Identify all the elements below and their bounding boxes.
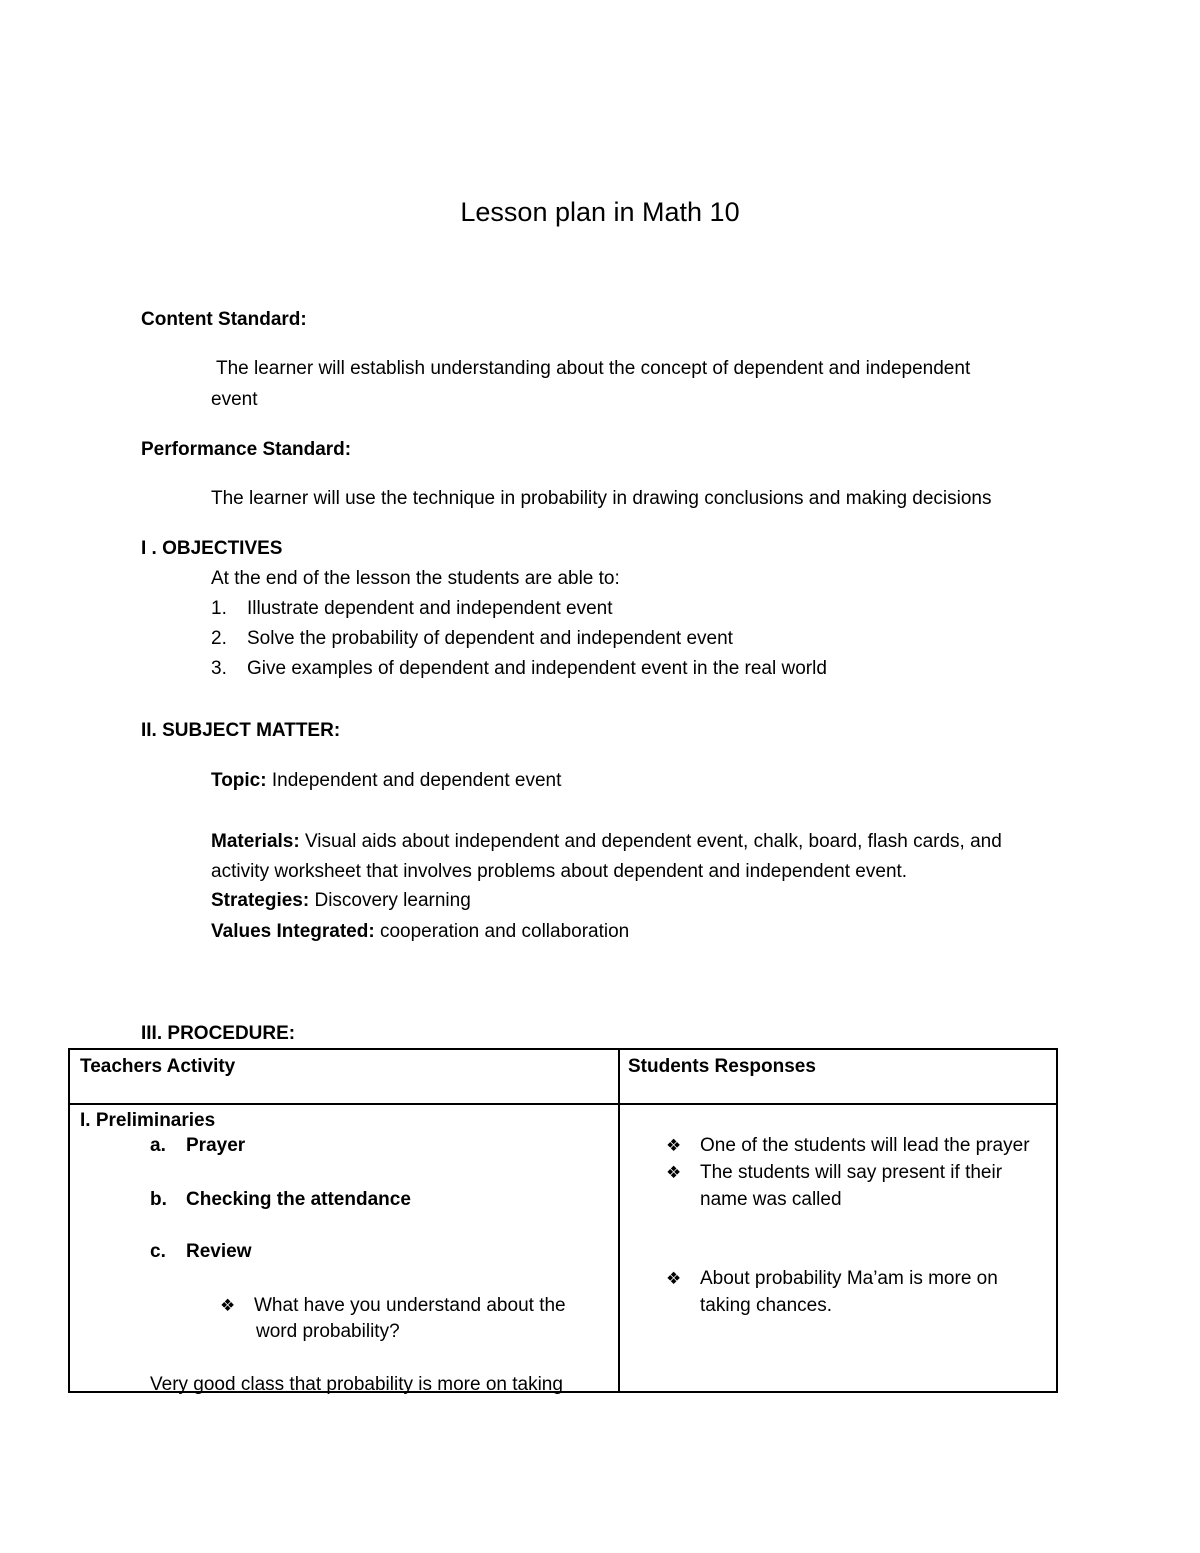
response-item — [666, 1265, 998, 1292]
review-question — [220, 1292, 566, 1319]
materials-label: Materials: — [211, 831, 300, 852]
performance-standard-heading: Performance Standard: — [141, 439, 352, 460]
teachers-activity-header: Teachers Activity — [80, 1056, 236, 1077]
content-standard-line1: The learner will establish understanding about the concept of dependent and independent — [216, 358, 971, 379]
objective-number: 3. — [211, 658, 227, 679]
step-review — [150, 1238, 251, 1265]
table-column-divider — [618, 1050, 620, 1391]
topic-label: Topic: — [211, 770, 267, 791]
objective-item — [211, 654, 827, 684]
materials-line1 — [211, 827, 1002, 857]
step-text: Checking the attendance — [186, 1189, 411, 1210]
response-text: About probability Ma’am is more on — [700, 1268, 998, 1289]
objective-number: 2. — [211, 628, 227, 649]
response-text: The students will say present if their — [700, 1162, 1003, 1183]
response-text-continued: name was called — [700, 1189, 842, 1210]
response-item — [666, 1132, 1030, 1159]
objective-item — [211, 624, 733, 654]
students-responses-header: Students Responses — [628, 1056, 816, 1077]
performance-standard-text: The learner will use the technique in probability in drawing conclusions and making decisions — [211, 488, 992, 509]
topic-line — [211, 766, 561, 796]
values-line — [211, 917, 629, 947]
objectives-heading: I . OBJECTIVES — [141, 538, 283, 559]
objective-item — [211, 594, 613, 624]
response-item — [666, 1159, 1002, 1186]
teacher-followup: Very good class that probability is more on taking — [150, 1374, 563, 1395]
step-text: Prayer — [186, 1135, 246, 1156]
objective-number: 1. — [211, 598, 227, 619]
step-letter: a. — [150, 1135, 166, 1156]
diamond-bullet-icon: ❖ — [666, 1163, 682, 1182]
objective-text: Give examples of dependent and independent event in the real world — [247, 658, 827, 679]
strategies-value: Discovery learning — [309, 890, 471, 911]
diamond-bullet-icon: ❖ — [666, 1136, 682, 1155]
diamond-bullet-icon: ❖ — [666, 1269, 682, 1288]
table-header-divider — [70, 1103, 1056, 1105]
procedure-table — [68, 1048, 1058, 1393]
step-attendance — [150, 1186, 411, 1213]
objectives-intro: At the end of the lesson the students are able to: — [211, 568, 620, 589]
step-letter: b. — [150, 1189, 167, 1210]
step-text: Review — [186, 1241, 252, 1262]
values-value: cooperation and collaboration — [374, 921, 630, 942]
strategies-line — [211, 886, 471, 916]
objective-text: Illustrate dependent and independent event — [247, 598, 613, 619]
step-letter: c. — [150, 1241, 166, 1262]
topic-value: Independent and dependent event — [266, 770, 562, 791]
diamond-bullet-icon: ❖ — [220, 1296, 236, 1315]
materials-value: Visual aids about independent and dependent event, chalk, board, flash cards, and — [299, 831, 1002, 852]
content-standard-line2: event — [211, 389, 258, 410]
procedure-heading: III. PROCEDURE: — [141, 1023, 296, 1044]
review-question-text: What have you understand about the — [254, 1295, 566, 1316]
content-standard-heading: Content Standard: — [141, 309, 307, 330]
preliminaries-heading: I. Preliminaries — [80, 1110, 216, 1131]
review-question-line2: word probability? — [256, 1321, 400, 1342]
response-text: One of the students will lead the prayer — [700, 1135, 1030, 1156]
materials-line2: activity worksheet that involves problems about dependent and independent event. — [211, 861, 908, 882]
page-title: Lesson plan in Math 10 — [460, 197, 740, 227]
subject-matter-heading: II. SUBJECT MATTER: — [141, 720, 341, 741]
response-text-continued: taking chances. — [700, 1295, 833, 1316]
step-prayer — [150, 1132, 245, 1159]
values-label: Values Integrated: — [211, 921, 375, 942]
objective-text: Solve the probability of dependent and independent event — [247, 628, 733, 649]
strategies-label: Strategies: — [211, 890, 310, 911]
